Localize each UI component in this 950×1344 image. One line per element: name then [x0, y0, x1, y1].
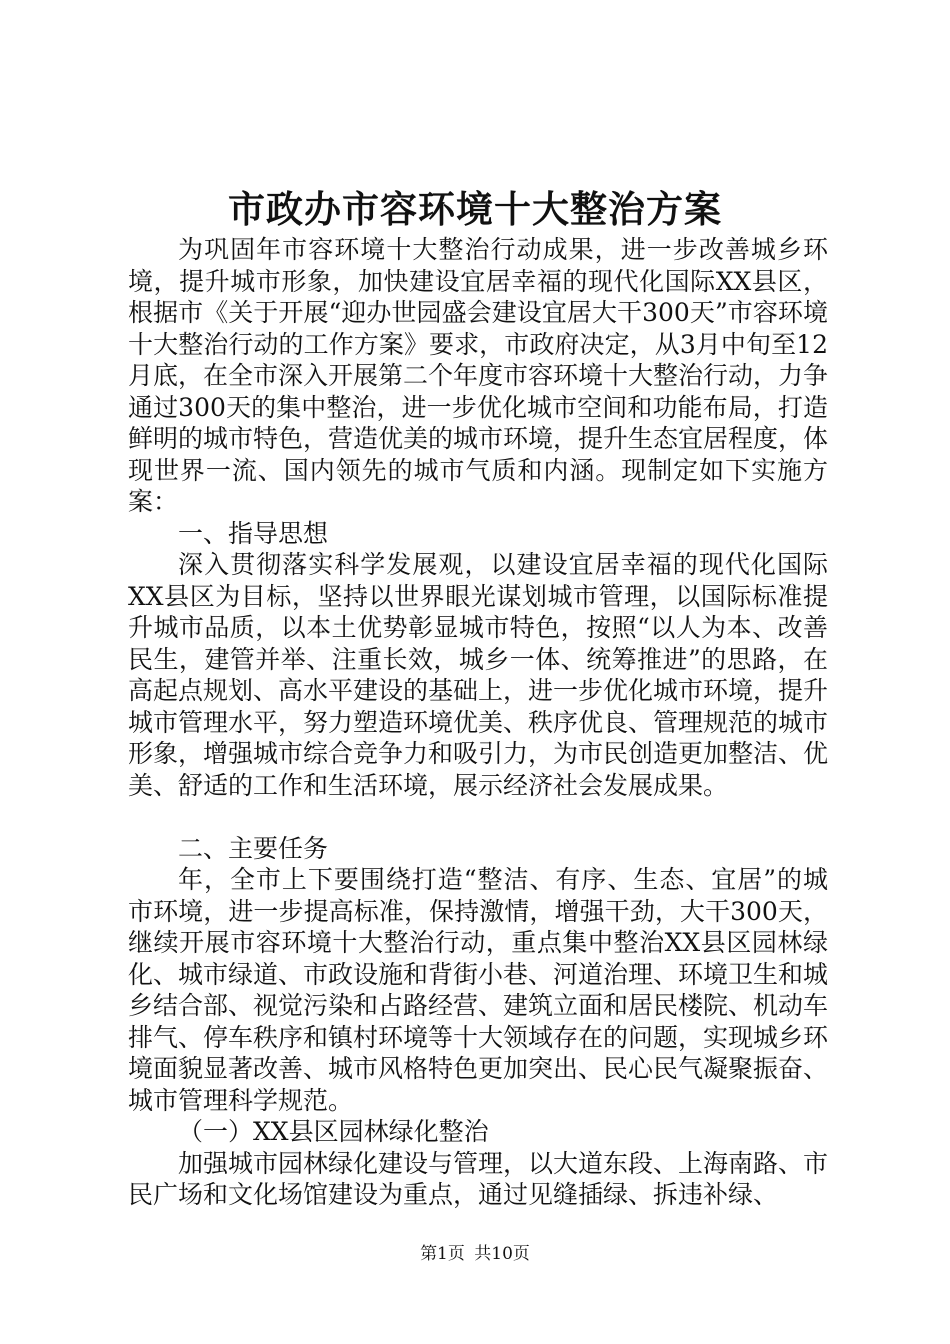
- subsection-heading-greening: （一）XX县区园林绿化整治: [178, 1117, 489, 1146]
- page-footer: [0, 1243, 950, 1265]
- document-body: [128, 234, 828, 1211]
- guiding-thought-paragraph: 深入贯彻落实科学发展观，以建设宜居幸福的现代化国际XX县区为目标，坚持以世界眼光谋划城市管理，以国际标准提升城市品质，以本土优势彰显城市特色，按照“以人为本、改善民生，建管并举、注重长效，城乡一体、统筹推进”的思路，在高起点规划、高水平建设的基础上，进一步优化城市环境，提升城市管理水平，努力塑造环境优美、秩序优良、管理规范的城市形象，增强城市综合竞争力和吸引力，为市民创造更加整洁、优美、舒适的工作和生活环境，展示经济社会发展成果。: [128, 550, 829, 800]
- document-title: 市政办市容环境十大整治方案: [228, 187, 722, 231]
- main-tasks-paragraph: 年，全市上下要围绕打造“整洁、有序、生态、宜居”的城市环境，进一步提高标准，保持激情，增强干劲，大干300天，继续开展市容环境十大整治行动，重点集中整治XX县区园林绿化、城市绿道、市政设施和背街小巷、河道治理、环境卫生和城乡结合部、视觉污染和占路经营、建筑立面和居民楼院、机动车排气、停车秩序和镇村环境等十大领域存在的问题，实现城乡环境面貌显著改善、城市风格特色更加突出、民心民气凝聚振奋、城市管理科学规范。: [128, 865, 829, 1115]
- page-number: 第1页: [420, 1244, 465, 1264]
- intro-paragraph: 为巩固年市容环境十大整治行动成果，进一步改善城乡环境，提升城市形象，加快建设宜居幸福的现代化国际XX县区，根据市《关于开展“迎办世园盛会建设宜居大干300天”市容环境十大整治行动的工作方案》要求，市政府决定，从3月中旬至12月底，在全市深入开展第二个年度市容环境十大整治行动，力争通过300天的集中整治，进一步优化城市空间和功能布局，打造鲜明的城市特色，营造优美的城市环境，提升生态宜居程度，体现世界一流、国内领先的城市气质和内涵。现制定如下实施方案：: [128, 235, 829, 516]
- section-heading-guiding-thought: 一、指导思想: [178, 518, 329, 548]
- greening-paragraph: 加强城市园林绿化建设与管理，以大道东段、上海南路、市民广场和文化场馆建设为重点，通过见缝插绿、拆违补绿、: [128, 1148, 829, 1209]
- page-total: 共10页: [474, 1244, 530, 1264]
- section-heading-main-tasks: 二、主要任务: [178, 833, 329, 863]
- paragraph-spacer: [128, 801, 828, 833]
